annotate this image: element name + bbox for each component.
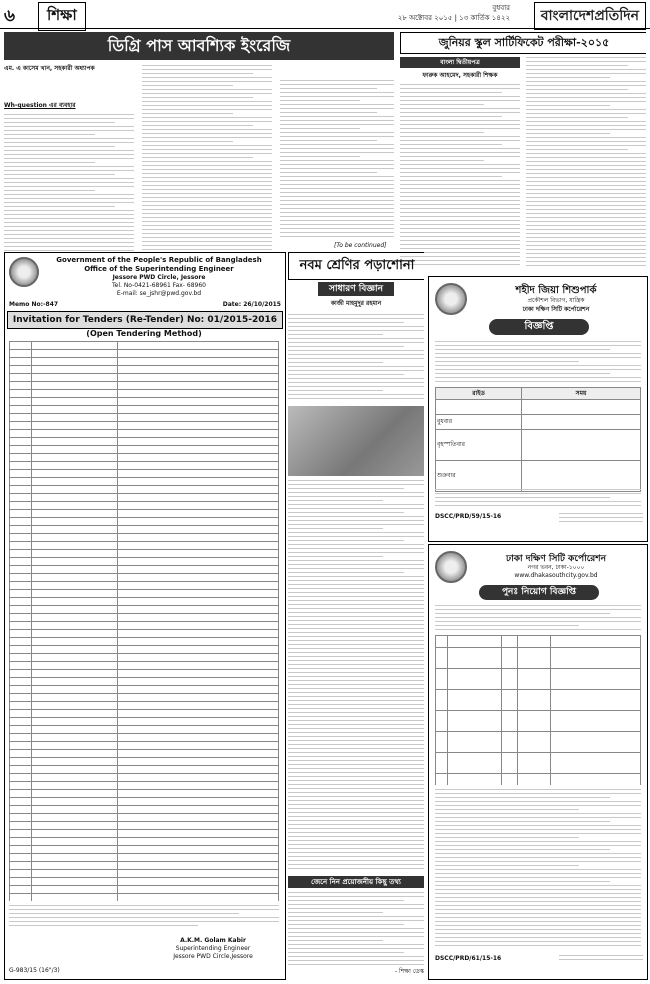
page-header bbox=[0, 0, 650, 29]
dscc-logo-icon-2 bbox=[435, 551, 467, 583]
park-th-ride: রাইড bbox=[436, 388, 522, 400]
tender-gov-name: Government of the People's Republic of Bangladesh bbox=[56, 256, 262, 264]
tender-code: G-983/15 (16"/3) bbox=[9, 967, 60, 974]
recruit-table bbox=[435, 635, 641, 785]
jsc-article bbox=[400, 32, 646, 272]
jsc-subject: বাংলা দ্বিতীয়পত্র bbox=[400, 57, 520, 68]
recruit-ref: DSCC/PRD/61/15-16 bbox=[435, 955, 502, 962]
tender-signer-name: A.K.M. Golam Kabir bbox=[180, 937, 246, 944]
tender-tel: Tel. No-0421-68961 Fax- 68960 bbox=[112, 282, 206, 289]
park-th-time: সময় bbox=[522, 388, 641, 400]
park-corporation: ঢাকা দক্ষিণ সিটি কর্পোরেশন bbox=[522, 306, 590, 313]
class9-title: নবম শ্রেণির পড়াশোনা bbox=[288, 252, 424, 280]
recruit-signature bbox=[559, 955, 643, 963]
tender-notes bbox=[9, 905, 279, 933]
tender-title: Invitation for Tenders (Re-Tender) No: 01/2015-2016 bbox=[7, 311, 283, 329]
class9-intro-text bbox=[288, 314, 424, 404]
park-schedule-table bbox=[435, 387, 641, 492]
recruit-intro-text bbox=[435, 605, 641, 633]
tender-memo: Memo No:-847 bbox=[9, 301, 59, 308]
recruit-website: www.dhakasouthcity.gov.bd bbox=[514, 572, 598, 579]
class9-info-heading: জেনে নিন প্রয়োজনীয় কিছু তথ্য bbox=[288, 876, 424, 888]
tender-method: (Open Tendering Method) bbox=[86, 329, 202, 338]
degree-english-article bbox=[4, 32, 394, 252]
to-be-continued: [To be continued] bbox=[334, 242, 387, 249]
jsc-column-2 bbox=[526, 57, 646, 270]
park-notice-text bbox=[435, 341, 641, 385]
page-number: ৬ bbox=[4, 6, 16, 26]
tender-grid bbox=[9, 341, 279, 901]
degree-article-column-2 bbox=[142, 65, 272, 252]
class9-credit: - শিক্ষা ডেস্ক bbox=[394, 968, 424, 975]
degree-article-subheading: Wh-question এর ব্যবহার bbox=[4, 102, 76, 109]
degree-article-author: এম. এ কাসেম খান, সহকারী অধ্যাপক bbox=[4, 65, 95, 72]
class9-author: কাজী মাহমুদুর রহমান bbox=[330, 300, 382, 307]
degree-article-title: ডিগ্রি পাস আবশ্যিক ইংরেজি bbox=[4, 32, 394, 60]
jsc-column-1 bbox=[400, 84, 520, 270]
class9-article bbox=[288, 252, 424, 978]
day-label: বুধবার bbox=[492, 4, 510, 12]
park-row-wednesday: বুধবার bbox=[436, 415, 522, 430]
class9-body-text bbox=[288, 480, 424, 872]
class9-subject: সাধারণ বিজ্ঞান bbox=[318, 282, 394, 296]
tender-memo-date: Date: 26/10/2015 bbox=[222, 301, 281, 308]
recruit-corporation: ঢাকা দক্ষিণ সিটি কর্পোরেশন bbox=[506, 554, 606, 564]
tender-signer-title: Superintending Engineer bbox=[175, 945, 251, 952]
recruitment-notice bbox=[428, 544, 648, 980]
tender-office: Office of the Superintending Engineer bbox=[84, 265, 234, 273]
park-row-friday: শুক্রবার bbox=[436, 461, 522, 492]
date-line bbox=[398, 3, 510, 23]
class9-info-text bbox=[288, 892, 424, 968]
tender-circle: Jessore PWD Circle, Jessore bbox=[112, 274, 206, 281]
park-ref: DSCC/PRD/59/15-16 bbox=[435, 513, 502, 520]
section-title: শিক্ষা bbox=[38, 2, 86, 31]
tender-signer-office: Jessore PWD Circle,Jessore bbox=[173, 953, 253, 960]
tender-notice bbox=[4, 252, 286, 980]
tender-email: E-mail: se_jshr@pwd.gov.bd bbox=[116, 290, 202, 297]
park-division: প্রকৌশল বিভাগ, যান্ত্রিক bbox=[527, 297, 585, 304]
date-label: ২৮ অক্টোবর ২০১৫ | ১৩ কার্তিক ১৪২২ bbox=[397, 14, 510, 22]
park-notice-label: বিজ্ঞপ্তি bbox=[489, 319, 589, 335]
students-photo bbox=[288, 406, 424, 476]
degree-article-column-1 bbox=[4, 114, 134, 252]
recruit-conditions-text bbox=[435, 789, 641, 949]
park-signature bbox=[559, 513, 643, 525]
recruit-address: নগর ভবন, ঢাকা-১০০০ bbox=[527, 564, 585, 571]
recruit-grid bbox=[435, 635, 641, 785]
dscc-logo-icon bbox=[435, 283, 467, 315]
park-name: শহীদ জিয়া শিশুপার্ক bbox=[515, 285, 597, 296]
bangladesh-emblem-icon bbox=[9, 257, 39, 287]
shaheed-zia-notice bbox=[428, 276, 648, 542]
park-row-thursday: বৃহস্পতিবার bbox=[436, 430, 522, 461]
jsc-author: ফারুক আহমেদ, সহকারী শিক্ষক bbox=[422, 72, 498, 79]
degree-article-column-3 bbox=[280, 80, 394, 240]
park-closing-text bbox=[435, 489, 641, 511]
newspaper-name: বাংলাদেশপ্রতিদিন bbox=[534, 2, 646, 30]
jsc-article-title: জুনিয়র স্কুল সার্টিফিকেট পরীক্ষা-২০১৫ bbox=[400, 32, 646, 54]
recruit-notice-label: পুনঃ নিয়োগ বিজ্ঞপ্তি bbox=[479, 585, 599, 600]
tender-table bbox=[9, 341, 279, 901]
